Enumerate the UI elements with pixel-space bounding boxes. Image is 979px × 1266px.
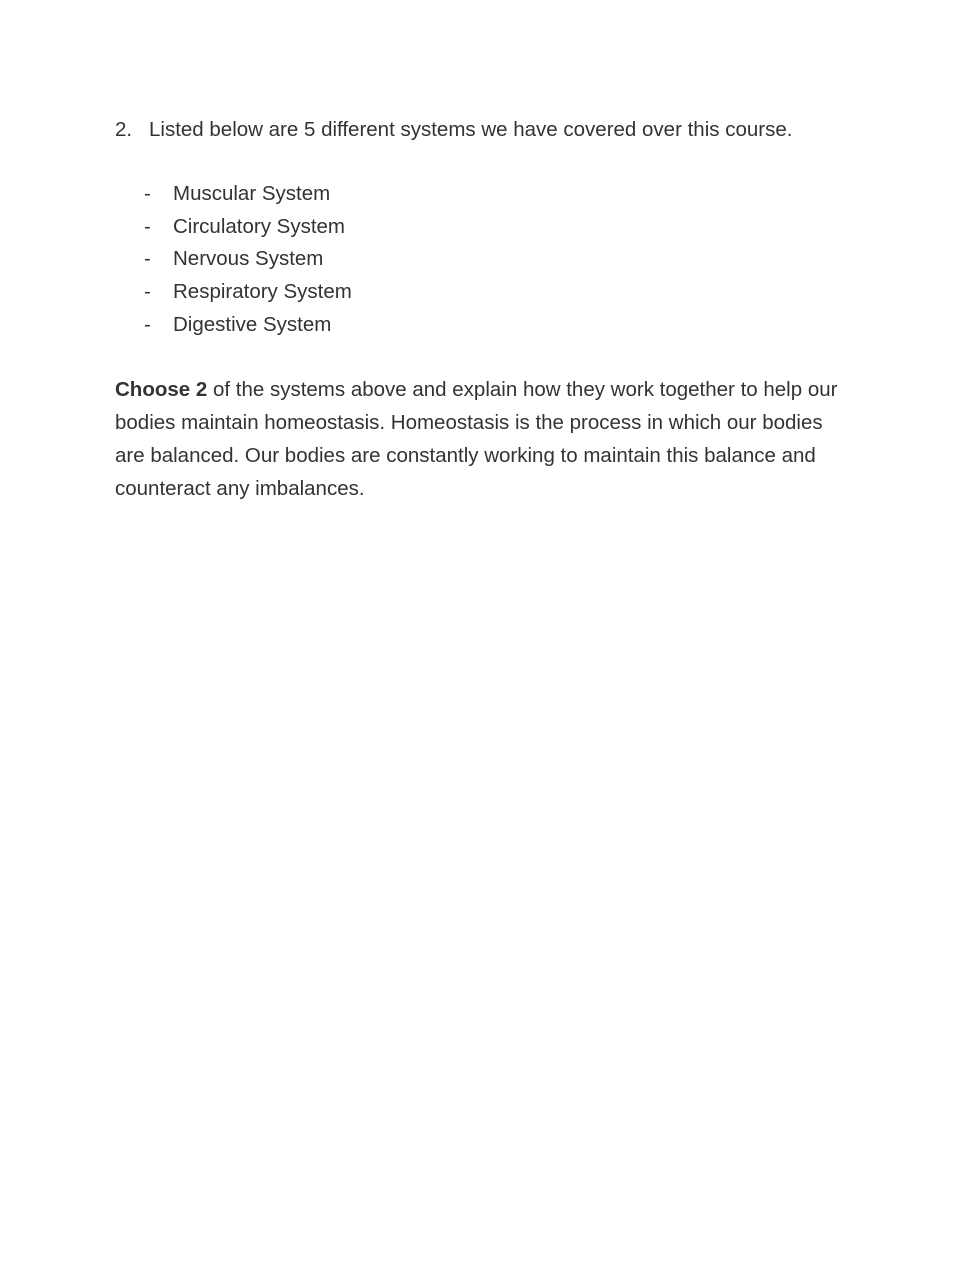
- question-text: Listed below are 5 different systems we have covered over this course.: [149, 118, 793, 141]
- list-item-label: Respiratory System: [173, 280, 352, 304]
- list-item: [144, 178, 352, 211]
- question-number: 2.: [115, 118, 133, 141]
- list-bullet: -: [144, 214, 151, 238]
- list-item-label: Nervous System: [173, 247, 324, 271]
- list-item: [144, 276, 352, 309]
- list-item-label: Muscular System: [173, 182, 331, 205]
- list-bullet: -: [144, 280, 151, 304]
- list-item: [144, 243, 352, 276]
- list-item-label: Digestive System: [173, 312, 332, 336]
- instructions-text: of the systems above and explain how they work together to help our bodies maintain homeostasis. Homeostasis is the process in which our bodies are balanced. Our bodies are constantly working to maintain this balance and counteract any imbalances.: [115, 378, 838, 500]
- list-item-label: Circulatory System: [173, 214, 346, 238]
- systems-list: [144, 178, 352, 342]
- instructions-paragraph: [115, 373, 855, 505]
- list-item: [144, 211, 352, 244]
- question-prompt: [115, 113, 875, 146]
- list-item: [144, 309, 352, 342]
- list-bullet: -: [144, 312, 151, 336]
- list-bullet: -: [144, 182, 151, 205]
- list-bullet: -: [144, 247, 151, 271]
- instructions-emphasis: Choose 2: [115, 378, 208, 401]
